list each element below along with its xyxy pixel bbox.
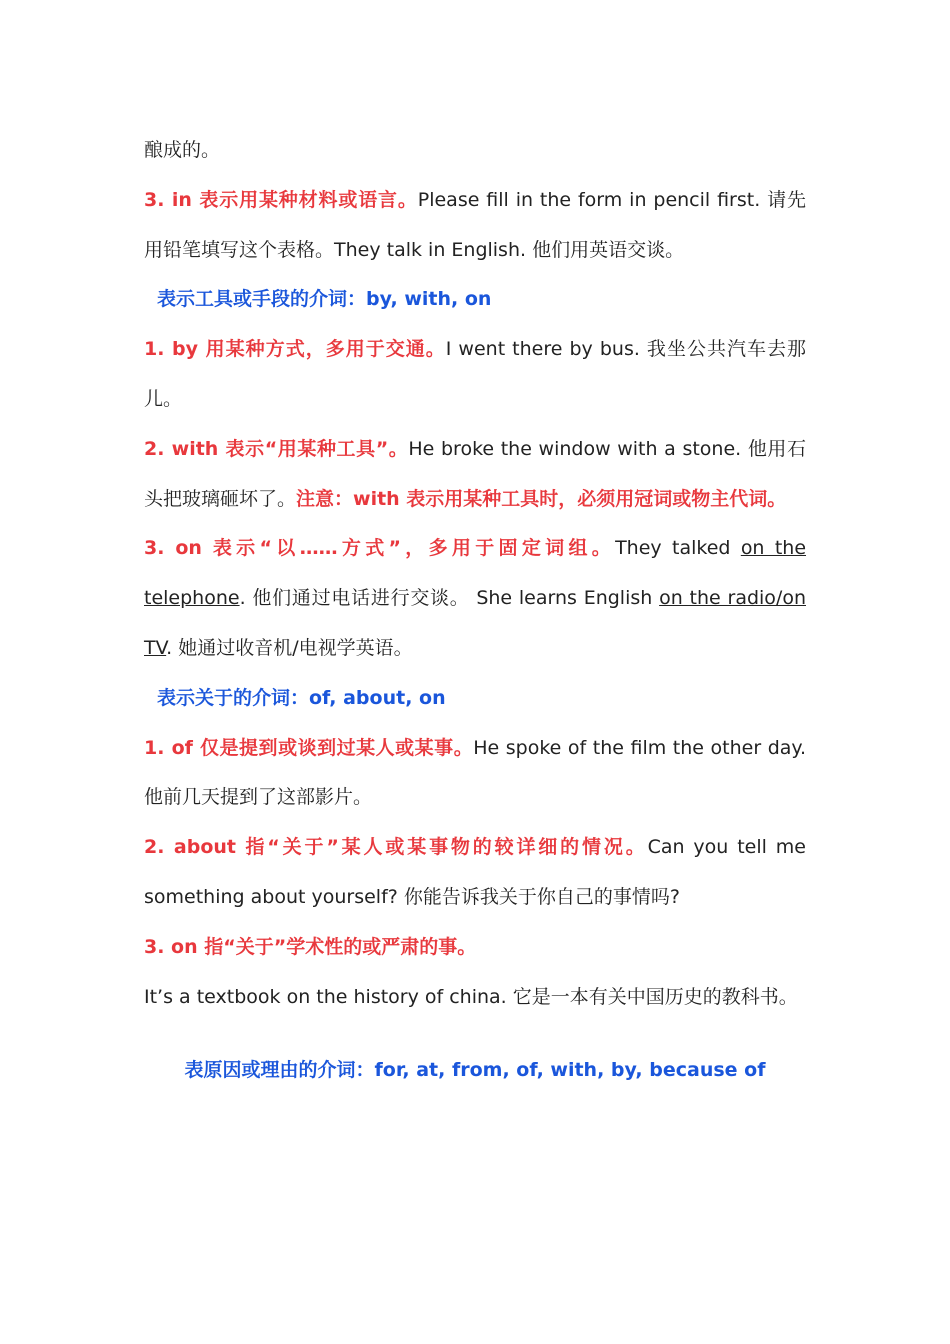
rule-label: 2. about 指“关于”某人或某事物的较详细的情况。: [144, 836, 648, 859]
underlined-phrase: on the telephone: [144, 537, 807, 610]
rule-label: 3. on 指“关于”学术性的或严肃的事。: [144, 935, 477, 958]
rule-example: . 她通过收音机/电视学英语。: [166, 636, 413, 659]
section-heading-tools: 表示工具或手段的介词：by, with, on: [157, 288, 492, 311]
paragraph-about: [144, 823, 806, 923]
rule-label: 1. by 用某种方式，多用于交通。: [144, 338, 446, 361]
rule-label: 2. with 表示“用某种工具”。: [144, 437, 409, 460]
rule-example: They talked: [615, 537, 741, 560]
paragraph-of: [144, 724, 806, 824]
rule-example: Please fill in the form in pencil first. 请先用铅笔填写这个表格。They talk in English. 他们用英语交谈。: [144, 188, 806, 261]
section-heading-reason: 表原因或理由的介词：for, at, from, of, with, by, because of: [184, 1059, 766, 1082]
rule-example: . 他们通过电话进行交谈。 She learns English: [239, 587, 660, 610]
document-page: [144, 126, 806, 1096]
paragraph-continuation: 酿成的。: [144, 139, 221, 161]
paragraph-with: [144, 425, 806, 525]
rule-label: 3. in 表示用某种材料或语言。: [144, 188, 418, 211]
rule-example: I went there by bus. 我坐公共汽车去那儿。: [144, 338, 806, 410]
rule-example: Can you tell me something about yourself? 你能告诉我关于你自己的事情吗?: [144, 836, 806, 908]
paragraph-in-material: [144, 176, 806, 276]
rule-note: 注意：with 表示用某种工具时，必须用冠词或物主代词。: [296, 487, 787, 510]
paragraph-by: [144, 325, 806, 425]
paragraph-on-topic-label: [144, 923, 806, 973]
rule-label: 1. of 仅是提到或谈到过某人或某事。: [144, 736, 474, 759]
underlined-phrase: on the radio/on TV: [144, 587, 806, 659]
section-heading-about: 表示关于的介词：of, about, on: [157, 686, 446, 709]
paragraph-on-manner: [144, 524, 806, 673]
rule-label: 3. on 表示“以……方式”，多用于固定词组。: [144, 537, 616, 560]
paragraph-on-topic-example: It’s a textbook on the history of china. 它是一本有关中国历史的教科书。: [144, 985, 798, 1008]
rule-example: He broke the window with a stone. 他用石头把玻璃砸坏了。: [144, 437, 806, 510]
rule-example: He spoke of the film the other day. 他前几天提到了这部影片。: [144, 736, 806, 809]
